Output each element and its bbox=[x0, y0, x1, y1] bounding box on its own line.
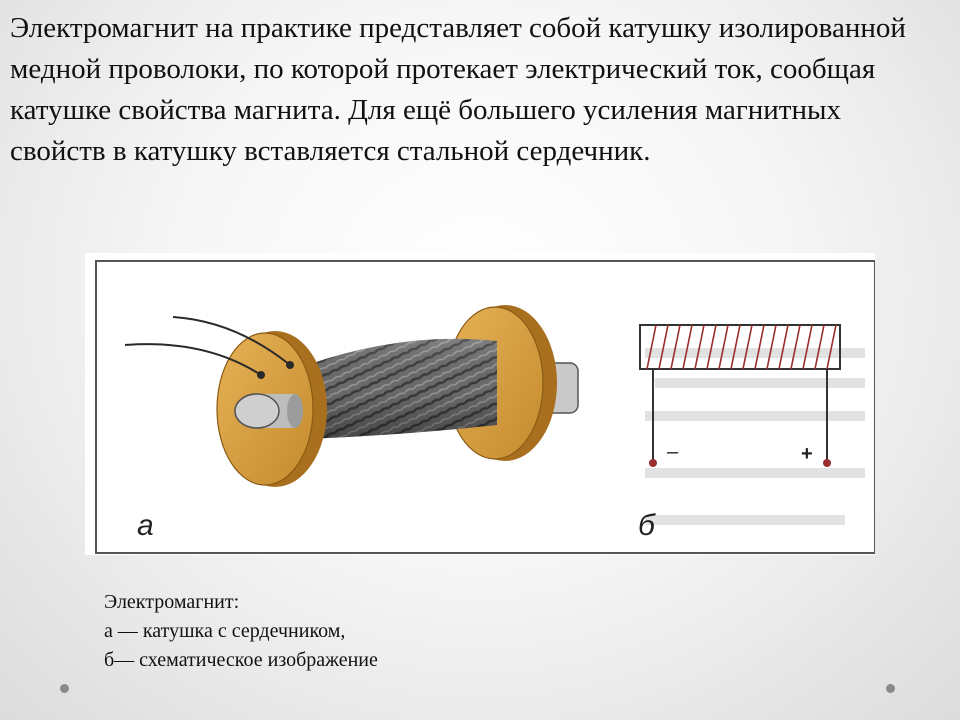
terminal-minus bbox=[649, 459, 657, 467]
coil-turn bbox=[695, 325, 704, 369]
electromagnet-figure bbox=[85, 253, 875, 555]
caption-line-2: а — катушка с сердечником, bbox=[104, 620, 346, 642]
minus-label: – bbox=[667, 441, 679, 463]
spool-drawing bbox=[125, 305, 578, 487]
coil-turn bbox=[683, 325, 692, 369]
figure-caption bbox=[104, 588, 378, 675]
coil-turn bbox=[647, 325, 656, 369]
schematic-drawing bbox=[640, 325, 840, 467]
coil-turn bbox=[779, 325, 788, 369]
coil-turn bbox=[743, 325, 752, 369]
coil-turn bbox=[671, 325, 680, 369]
coil-turn bbox=[755, 325, 764, 369]
dot-icon[interactable] bbox=[60, 684, 69, 693]
caption-line-3: б— схематическое изображение bbox=[104, 649, 378, 671]
coil-turn bbox=[731, 325, 740, 369]
ghost-text bbox=[645, 348, 865, 525]
coil-turn bbox=[707, 325, 716, 369]
label-a: а bbox=[137, 509, 154, 542]
coil-turn bbox=[767, 325, 776, 369]
coil-turn bbox=[815, 325, 824, 369]
intro-text: Электромагнит на практике представляет собой катушку изолированной медной проволоки, по которой протекает электрический ток, сообщая катушке свойства магнита. Для ещё большего усиления магнитных свойств в катушку вставляется стальной сердечник. bbox=[10, 12, 906, 167]
schematic-coil bbox=[647, 325, 836, 369]
coil-turn bbox=[659, 325, 668, 369]
terminal-plus bbox=[823, 459, 831, 467]
plus-label: + bbox=[801, 443, 813, 465]
figure-svg bbox=[85, 253, 875, 555]
label-b: б bbox=[638, 509, 655, 542]
coil-turn bbox=[719, 325, 728, 369]
coil-turn bbox=[803, 325, 812, 369]
coil-turn bbox=[827, 325, 836, 369]
coil-turn bbox=[791, 325, 800, 369]
dot-icon[interactable] bbox=[886, 684, 895, 693]
caption-line-1: Электромагнит: bbox=[104, 591, 240, 613]
